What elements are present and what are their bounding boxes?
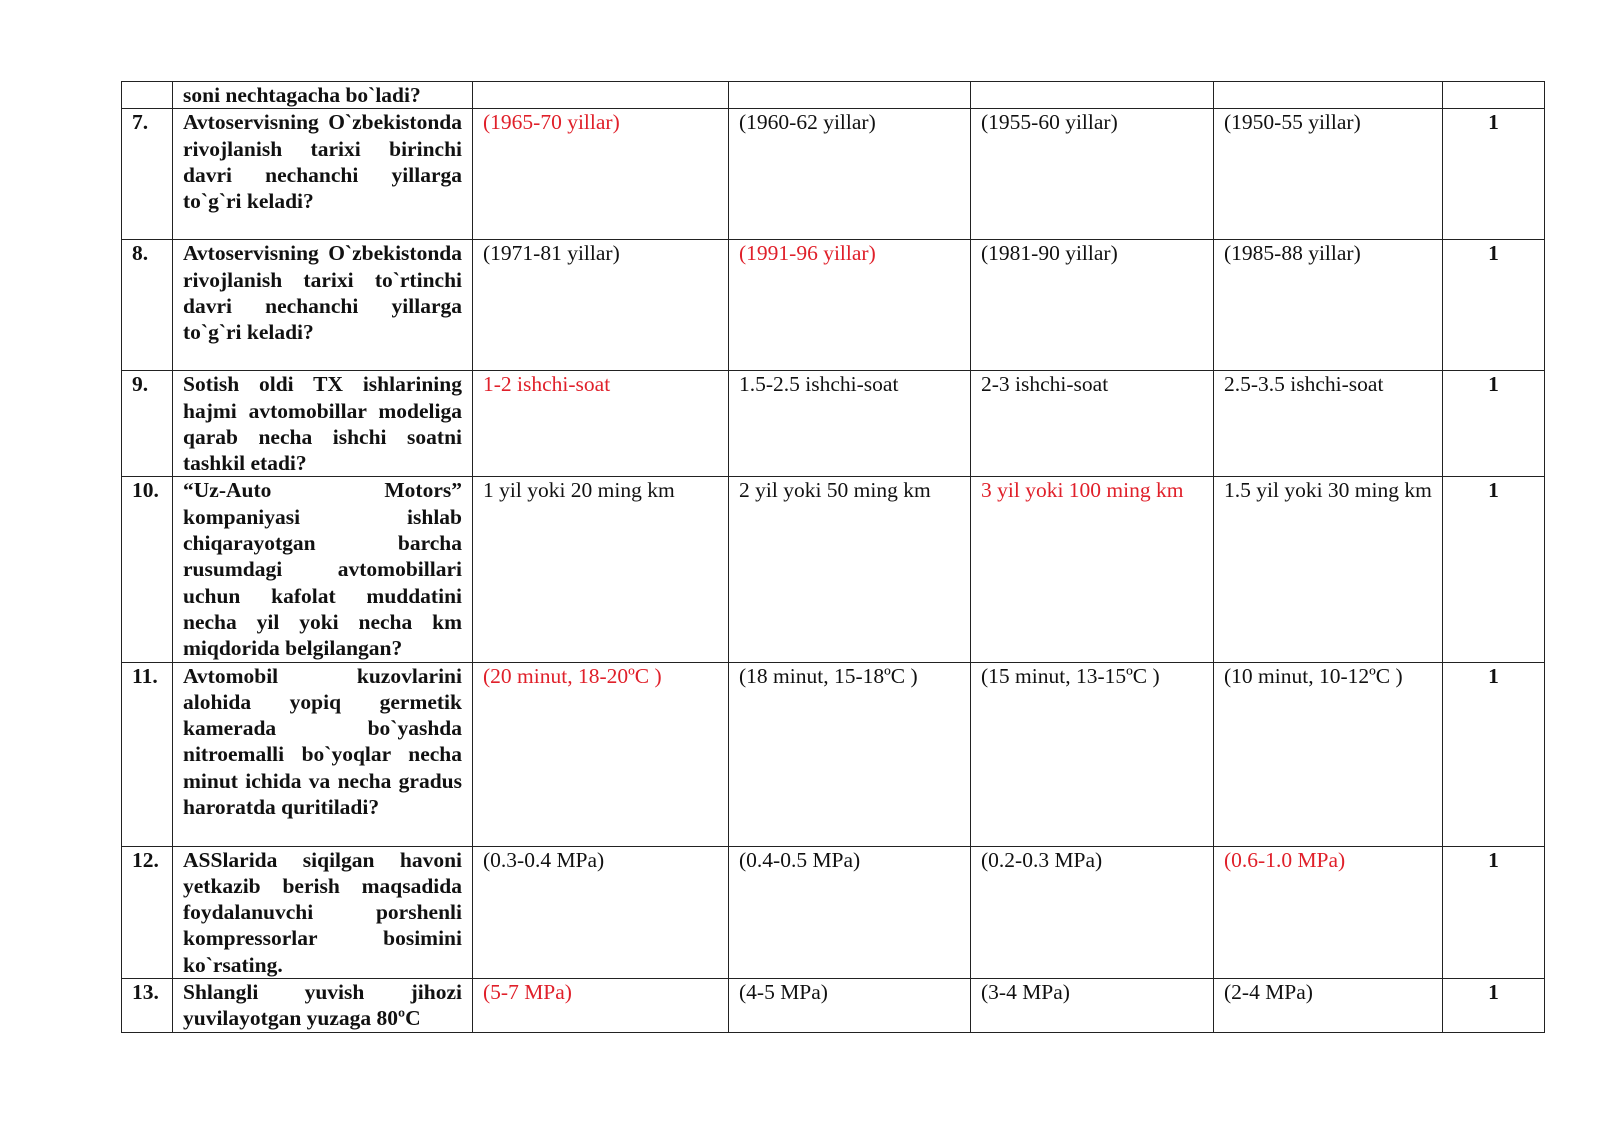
question-number: 7. [122,109,173,240]
table-row [122,846,1545,978]
answer-option-c: (3-4 MPa) [971,979,1214,1033]
table-row [122,662,1545,846]
answer-option-d: (1950-55 yillar) [1214,109,1443,240]
answer-option-b: 2 yil yoki 50 ming km [729,477,971,662]
answer-option-b-correct: (1991-96 yillar) [729,240,971,371]
answer-option-a: 1 yil yoki 20 ming km [473,477,729,662]
question-score: 1 [1443,477,1545,662]
question-text: soni nechtagacha bo`ladi? [173,82,473,109]
answer-option-d: (10 minut, 10-12ºC ) [1214,662,1443,846]
answer-option-a: (0.3-0.4 MPa) [473,846,729,978]
question-score: 1 [1443,240,1545,371]
table-row [122,477,1545,662]
answer-option-d [1214,82,1443,109]
question-number: 11. [122,662,173,846]
answer-option-b: (4-5 MPa) [729,979,971,1033]
answer-option-b: 1.5-2.5 ishchi-soat [729,371,971,477]
question-score: 1 [1443,371,1545,477]
answer-option-a: (1971-81 yillar) [473,240,729,371]
answer-option-b: (0.4-0.5 MPa) [729,846,971,978]
table-row [122,82,1545,109]
answer-option-c: (15 minut, 13-15ºC ) [971,662,1214,846]
question-text: Avtoservisning O`zbekistonda rivojlanish tarixi to`rtinchi davri nechanchi yillarga to`g`ri keladi? [173,240,473,371]
answer-option-c-correct: 3 yil yoki 100 ming km [971,477,1214,662]
question-score: 1 [1443,662,1545,846]
question-text: Avtoservisning O`zbekistonda rivojlanish tarixi birinchi davri nechanchi yillarga to`g`ri keladi? [173,109,473,240]
question-number: 12. [122,846,173,978]
answer-option-c: (0.2-0.3 MPa) [971,846,1214,978]
quiz-table [121,81,1545,1033]
question-text: Avtomobil kuzovlarini alohida yopiq germetik kamerada bo`yashda nitroemalli bo`yoqlar necha minut ichida va necha gradus haroratda quritiladi? [173,662,473,846]
answer-option-c: 2-3 ishchi-soat [971,371,1214,477]
question-score: 1 [1443,109,1545,240]
answer-option-c: (1955-60 yillar) [971,109,1214,240]
question-number: 8. [122,240,173,371]
question-text: Shlangli yuvish jihozi yuvilayotgan yuzaga 80ºC [173,979,473,1033]
question-number: 9. [122,371,173,477]
question-number [122,82,173,109]
answer-option-a-correct: (1965-70 yillar) [473,109,729,240]
question-score: 1 [1443,979,1545,1033]
answer-option-a [473,82,729,109]
question-number: 10. [122,477,173,662]
question-text: Sotish oldi TX ishlarining hajmi avtomobillar modeliga qarab necha ishchi soatni tashkil etadi? [173,371,473,477]
table-row [122,240,1545,371]
table-row [122,109,1545,240]
quiz-table-body [122,82,1545,1033]
question-text: ASSlarida siqilgan havoni yetkazib berish maqsadida foydalanuvchi porshenli kompressorlar bosimini ko`rsating. [173,846,473,978]
answer-option-a-correct: (20 minut, 18-20ºC ) [473,662,729,846]
answer-option-b: (18 minut, 15-18ºC ) [729,662,971,846]
answer-option-d: 1.5 yil yoki 30 ming km [1214,477,1443,662]
answer-option-a-correct: (5-7 MPa) [473,979,729,1033]
answer-option-c [971,82,1214,109]
answer-option-a-correct: 1-2 ishchi-soat [473,371,729,477]
answer-option-d: 2.5-3.5 ishchi-soat [1214,371,1443,477]
question-score [1443,82,1545,109]
question-text: “Uz-Auto Motors” kompaniyasi ishlab chiqarayotgan barcha rusumdagi avtomobillari uchun kafolat muddatini necha yil yoki necha km miqdorida belgilangan? [173,477,473,662]
table-row [122,371,1545,477]
answer-option-b [729,82,971,109]
answer-option-d: (1985-88 yillar) [1214,240,1443,371]
answer-option-d: (2-4 MPa) [1214,979,1443,1033]
question-score: 1 [1443,846,1545,978]
answer-option-c: (1981-90 yillar) [971,240,1214,371]
answer-option-d-correct: (0.6-1.0 MPa) [1214,846,1443,978]
question-number: 13. [122,979,173,1033]
answer-option-b: (1960-62 yillar) [729,109,971,240]
table-row [122,979,1545,1033]
